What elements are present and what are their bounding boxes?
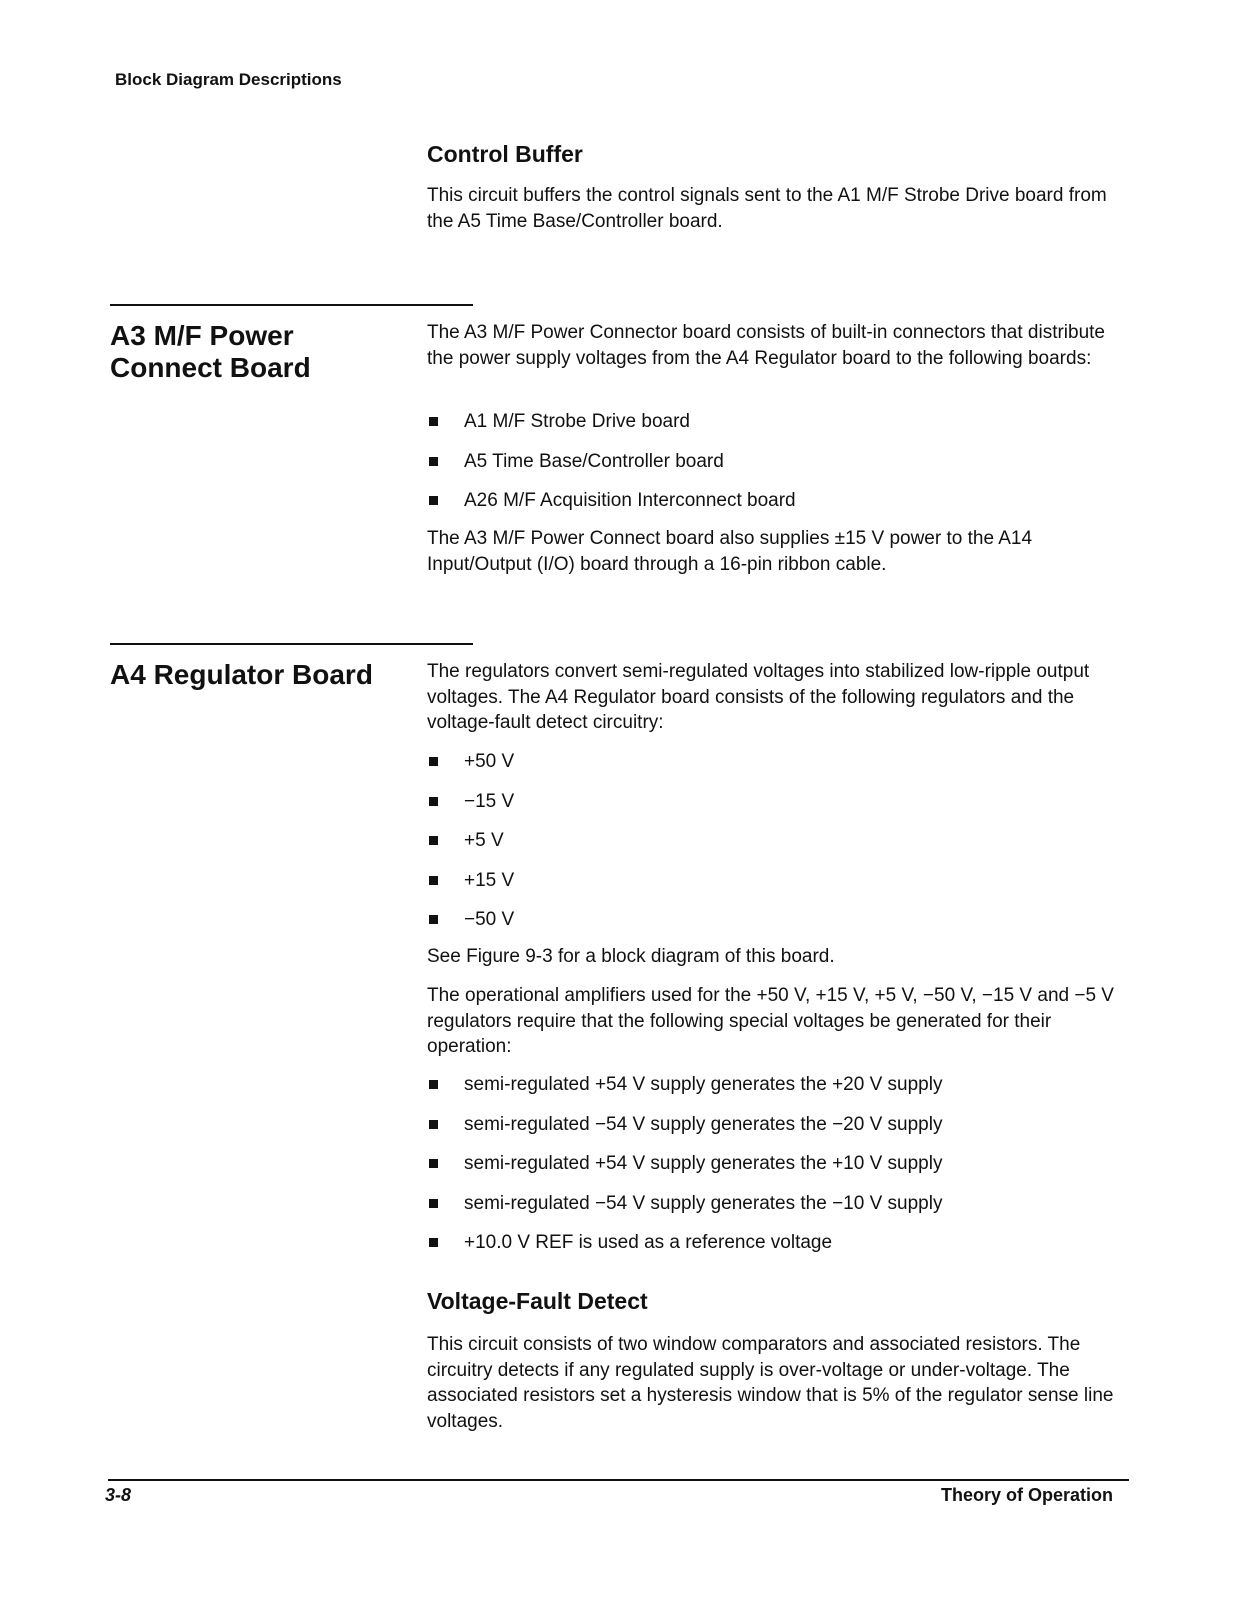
footer-section-title: Theory of Operation [940, 1485, 1113, 1505]
list-item-text: semi-regulated +54 V supply generates the +20 V supply [464, 1074, 943, 1095]
square-bullet-icon [429, 417, 438, 426]
square-bullet-icon [429, 1080, 438, 1089]
square-bullet-icon [429, 797, 438, 806]
a3-board-list [427, 409, 796, 528]
square-bullet-icon [429, 457, 438, 466]
list-item-text: semi-regulated +54 V supply generates the +10 V supply [464, 1153, 943, 1175]
list-item-text: +5 V [464, 830, 504, 852]
square-bullet-icon [429, 757, 438, 766]
square-bullet-icon [429, 1238, 438, 1247]
list-item [427, 1151, 942, 1191]
square-bullet-icon [429, 836, 438, 845]
square-bullet-icon [429, 1120, 438, 1129]
list-item [427, 1191, 942, 1231]
section-rule-a3 [110, 304, 473, 306]
list-item-text: semi-regulated −54 V supply generates the −10 V supply [464, 1192, 943, 1214]
page-number: 3-8 [105, 1485, 132, 1505]
footer-rule [108, 1479, 1129, 1481]
list-item-text: +10.0 V REF is used as a reference voltage [464, 1232, 833, 1254]
list-item-text: −15 V [464, 790, 515, 812]
list-item [427, 488, 796, 528]
a3-intro-text: The A3 M/F Power Connector board consists of built-in connectors that distribute the power supply voltages from the A4 Regulator board to the following boards: [427, 322, 1105, 369]
list-item-text: +15 V [464, 869, 515, 891]
list-item [427, 789, 514, 829]
square-bullet-icon [429, 915, 438, 924]
list-item [427, 749, 514, 789]
figure-reference-text: See Figure 9-3 for a block diagram of this board. [427, 946, 835, 967]
section-rule-a4 [110, 643, 473, 645]
control-buffer-heading: Control Buffer [427, 141, 583, 167]
list-item-text: A5 Time Base/Controller board [464, 450, 724, 472]
list-item [427, 868, 514, 908]
list-item-text: A1 M/F Strobe Drive board [464, 411, 690, 432]
list-item [427, 907, 514, 947]
list-item [427, 1112, 942, 1152]
special-voltage-list [427, 1072, 942, 1270]
list-item [427, 1230, 942, 1270]
list-item [427, 449, 796, 489]
a3-section-heading: A3 M/F Power Connect Board [110, 320, 311, 383]
list-item-text: A26 M/F Acquisition Interconnect board [464, 490, 796, 512]
list-item [427, 828, 514, 868]
a4-intro-text: The regulators convert semi-regulated voltages into stabilized low-ripple output voltages. The A4 Regulator board consists of the following regulators and the voltage-fault detect circuitry: [427, 661, 1090, 733]
list-item [427, 1072, 942, 1112]
running-head: Block Diagram Descriptions [115, 70, 342, 89]
list-item [427, 409, 796, 449]
list-item-text: −50 V [464, 909, 515, 931]
voltage-fault-text: This circuit consists of two window comparators and associated resistors. The circuitry detects if any regulated supply is over-voltage or under-voltage. The associated resistors set a hysteresis window that is 5% of the regulator sense line voltages. [427, 1334, 1114, 1432]
list-item-text: +50 V [464, 751, 515, 772]
regulator-list [427, 749, 514, 947]
opamp-requirements-text: The operational amplifiers used for the +50 V, +15 V, +5 V, −50 V, −15 V and −5 V regulators require that the following special voltages be generated for their operation: [427, 985, 1114, 1057]
list-item-text: semi-regulated −54 V supply generates the −20 V supply [464, 1113, 943, 1135]
square-bullet-icon [429, 876, 438, 885]
square-bullet-icon [429, 496, 438, 505]
a3-closing-text: The A3 M/F Power Connect board also supplies ±15 V power to the A14 Input/Output (I/O) board through a 16-pin ribbon cable. [427, 528, 1033, 575]
a4-section-heading: A4 Regulator Board [110, 659, 373, 690]
square-bullet-icon [429, 1159, 438, 1168]
square-bullet-icon [429, 1199, 438, 1208]
voltage-fault-heading: Voltage-Fault Detect [427, 1288, 648, 1314]
control-buffer-text: This circuit buffers the control signals sent to the A1 M/F Strobe Drive board from the A5 Time Base/Controller board. [427, 185, 1107, 232]
